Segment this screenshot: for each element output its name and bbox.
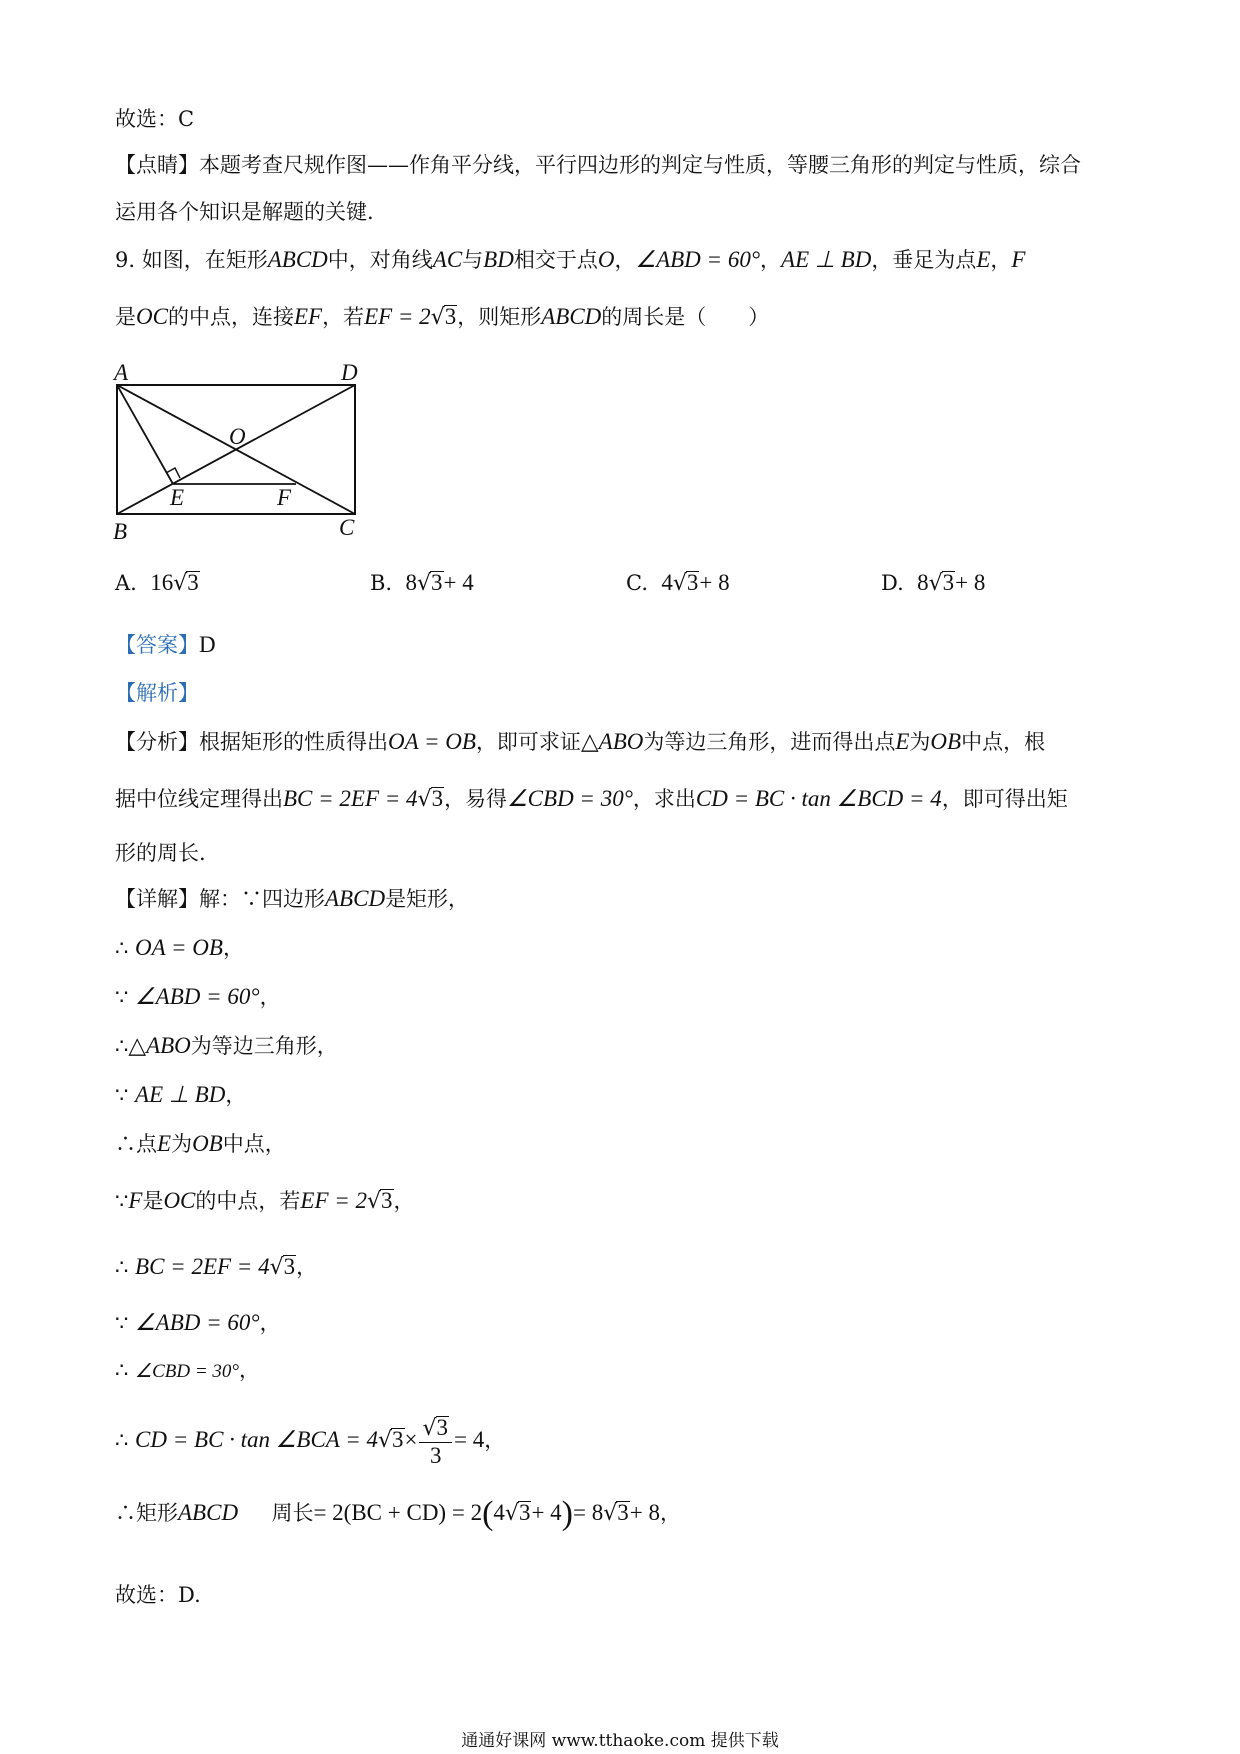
- analysis-text: 为: [909, 730, 931, 754]
- q9-text: ，若: [322, 305, 365, 329]
- option-label: C.: [626, 571, 648, 595]
- question-number: 9.: [115, 248, 142, 272]
- sqrt-sign: √: [416, 571, 431, 596]
- q9-text: 的中点，连接: [167, 305, 294, 329]
- paren-close: ): [561, 1495, 573, 1532]
- q9-text: ，: [760, 248, 782, 272]
- option-d[interactable]: [881, 568, 985, 599]
- math-bc-eq: BC = 2EF = 4: [135, 1254, 270, 1279]
- math-ob: OB: [930, 729, 962, 754]
- question-9-line-1: [115, 245, 1025, 275]
- times-symbol: ×: [404, 1427, 418, 1452]
- math-o: O: [597, 247, 615, 272]
- therefore-symbol: ∴: [115, 1428, 136, 1452]
- math-ac: AC: [432, 247, 463, 272]
- analysis-text: ，即可求证: [475, 730, 581, 754]
- option-label: B.: [370, 571, 393, 595]
- analysis-text: 中点，根: [961, 730, 1046, 754]
- fraction-numerator: [419, 1415, 452, 1443]
- analysis-line-2: [115, 784, 1068, 815]
- sqrt-radicand: 3: [436, 1414, 449, 1440]
- sqrt-radicand: 3: [518, 1500, 531, 1525]
- comment-line-2: 运用各个知识是解题的关键.: [115, 200, 374, 224]
- punct: ，: [259, 985, 281, 1009]
- math-oc: OC: [163, 1188, 196, 1213]
- option-value-tail: + 8: [699, 570, 730, 595]
- sqrt-sign: √: [377, 1428, 392, 1453]
- triangle-symbol: △: [128, 1033, 147, 1058]
- therefore-symbol: ∴: [115, 936, 136, 960]
- math-4: 4: [493, 1500, 505, 1525]
- math-angle-cbd: ∠CBD = 30°: [135, 1361, 239, 1382]
- math-perp: AE ⊥ BD: [781, 247, 872, 272]
- math-abo: ABO: [598, 729, 644, 754]
- option-value: 8: [917, 570, 929, 595]
- analysis-text: 为等边三角形，进而得出点: [643, 730, 896, 754]
- math-ob: OB: [192, 1131, 223, 1156]
- solution-text: 周长: [271, 1501, 314, 1525]
- q9-text: 如图，在矩形: [141, 248, 268, 272]
- solution-line-7: [115, 1186, 415, 1217]
- math-oa-ob: OA = OB: [135, 935, 223, 960]
- label-c: C: [339, 515, 355, 540]
- math-abo: ABO: [146, 1033, 191, 1058]
- punct: ，: [259, 1311, 281, 1335]
- because-symbol: ∵: [115, 1189, 129, 1213]
- solution-text: 为: [171, 1132, 193, 1156]
- therefore-symbol: ∴: [115, 1255, 136, 1279]
- solution-text: 是矩形，: [385, 887, 470, 911]
- analysis-tag: 【分析】: [115, 730, 199, 754]
- math-plus-8: + 8: [629, 1500, 660, 1525]
- punct: ，: [393, 1189, 415, 1213]
- fraction: [419, 1415, 452, 1469]
- analysis-text: ，求出: [632, 787, 696, 811]
- option-value: 4: [661, 570, 673, 595]
- solution-text: 解：∵四边形: [199, 887, 325, 911]
- q9-text: 中，对角线: [327, 248, 433, 272]
- solution-line-3: [115, 982, 281, 1012]
- solution-text: 为等边三角形，: [190, 1034, 338, 1058]
- solution-line-12: [115, 1495, 681, 1532]
- comment-text-1: 本题考查尺规作图——作角平分线，平行四边形的判定与性质，等腰三角形的判定与性质，综合: [199, 153, 1081, 177]
- math-perp: AE ⊥ BD: [135, 1082, 226, 1107]
- math-angle-abd: ∠ABD = 60°: [135, 984, 260, 1009]
- q9-text: ，: [990, 248, 1012, 272]
- math-eq-4: = 4: [454, 1427, 485, 1452]
- label-d: D: [341, 360, 358, 385]
- because-symbol: ∵: [115, 1083, 136, 1107]
- math-eq-8: = 8: [573, 1500, 604, 1525]
- option-c[interactable]: [626, 568, 730, 599]
- solution-line-4: [115, 1031, 338, 1061]
- q9-text: 相交于点: [513, 248, 598, 272]
- q9-text: ，垂足为点: [871, 248, 977, 272]
- sqrt-sign: √: [417, 787, 432, 812]
- solution-line-6: [115, 1129, 286, 1159]
- option-label: D.: [881, 571, 904, 595]
- punct: ，: [222, 936, 244, 960]
- math-oa-ob: OA = OB: [388, 729, 476, 754]
- sqrt-radicand: 3: [431, 786, 444, 811]
- punct: ，: [225, 1083, 247, 1107]
- q9-text: ，则矩形: [457, 305, 542, 329]
- math-bd: BD: [483, 247, 514, 272]
- q9-text: 是: [115, 305, 136, 329]
- label-f: F: [277, 485, 292, 510]
- label-e: E: [170, 485, 185, 510]
- analysis-line-3: 形的周长.: [115, 841, 206, 865]
- option-label: A.: [115, 571, 137, 595]
- option-value-tail: + 4: [443, 570, 474, 595]
- sqrt-radicand: 3: [283, 1254, 296, 1279]
- solution-text: 中点，: [222, 1132, 286, 1156]
- triangle-symbol: △: [580, 729, 599, 754]
- solution-line-11: [115, 1410, 505, 1471]
- punct: ，: [484, 1428, 506, 1452]
- math-oc: OC: [136, 304, 168, 329]
- math-e: E: [157, 1131, 172, 1156]
- analysis-text: ，易得: [444, 787, 508, 811]
- math-bc-eq: BC = 2EF = 4: [283, 786, 418, 811]
- sqrt-sign: √: [672, 571, 687, 596]
- math-abcd: ABCD: [267, 247, 328, 272]
- math-e: E: [976, 247, 991, 272]
- solution-line-2: [115, 933, 244, 963]
- math-perimeter: = 2(BC + CD) = 2: [313, 1500, 483, 1525]
- rectangle-figure: [100, 350, 380, 550]
- solution-line-5: [115, 1080, 246, 1110]
- sqrt-sign: √: [269, 1255, 284, 1280]
- math-angle-abd: ∠ABD = 60°: [635, 247, 761, 272]
- sqrt-radicand: 3: [431, 570, 443, 595]
- answer-tag: 【答案】: [115, 633, 199, 657]
- sqrt-radicand: 3: [381, 1188, 393, 1213]
- solution-text: 是: [142, 1189, 164, 1213]
- math-angle-abd: ∠ABD = 60°: [135, 1310, 260, 1335]
- solution-line-8: [115, 1252, 317, 1283]
- sqrt-radicand: 3: [617, 1500, 629, 1525]
- analysis-text: ，即可得出矩: [941, 787, 1068, 811]
- sqrt-radicand: 3: [686, 570, 699, 595]
- solution-line-1: [115, 884, 469, 914]
- q9-text: ，: [614, 248, 636, 272]
- question-9-line-2: [115, 302, 769, 333]
- sqrt-radicand: 3: [942, 570, 955, 595]
- math-angle-cbd: ∠CBD = 30°: [507, 786, 633, 811]
- previous-choice: 故选：C: [115, 107, 195, 131]
- math-f: F: [128, 1188, 143, 1213]
- label-o: O: [229, 424, 246, 449]
- answer-line: [115, 630, 216, 660]
- sqrt-sign: √: [430, 305, 445, 330]
- therefore-symbol: ∴: [115, 1358, 136, 1382]
- math-ef-eq: EF = 2: [364, 304, 431, 329]
- math-abcd: ABCD: [178, 1500, 239, 1525]
- solution-text: 的中点，若: [195, 1189, 301, 1213]
- option-value: 16: [150, 570, 174, 595]
- math-cd-eq: CD = BC · tan ∠BCD = 4: [695, 786, 942, 811]
- q9-text: 与: [462, 248, 484, 272]
- sqrt-radicand: 3: [392, 1427, 404, 1452]
- analysis-text: 根据矩形的性质得出: [199, 730, 388, 754]
- solution-line-10: [115, 1355, 260, 1387]
- analysis-text: 据中位线定理得出: [115, 787, 283, 811]
- math-plus-4: + 4: [531, 1500, 562, 1525]
- solution-text: ∴点: [115, 1132, 157, 1156]
- punct: ，: [660, 1501, 681, 1525]
- math-ef: EF: [293, 304, 323, 329]
- because-symbol: ∵: [115, 1311, 136, 1335]
- sqrt-sign: √: [603, 1501, 618, 1526]
- math-f: F: [1011, 247, 1026, 272]
- punct: ，: [296, 1255, 318, 1279]
- q9-text: 的周长是（ ）: [601, 305, 770, 329]
- math-e: E: [895, 729, 910, 754]
- because-symbol: ∵: [115, 985, 136, 1009]
- math-abcd: ABCD: [325, 886, 386, 911]
- math-ef-eq: EF = 2: [300, 1188, 368, 1213]
- punct: ，: [239, 1358, 260, 1382]
- sqrt-radicand: 3: [187, 570, 199, 595]
- solution-final-choice: 故选：D.: [115, 1583, 201, 1607]
- solution-line-9: [115, 1308, 281, 1338]
- solution-tag: 【详解】: [115, 887, 199, 911]
- label-a: A: [114, 360, 129, 385]
- option-value-tail: + 8: [955, 570, 986, 595]
- paren-open: (: [482, 1495, 494, 1532]
- page-footer: 通通好课网 www.tthaoke.com 提供下载: [461, 1731, 779, 1751]
- analysis-heading: 【解析】: [115, 681, 199, 705]
- analysis-line-1: [115, 727, 1045, 757]
- option-value: 8: [405, 570, 417, 595]
- math-cd-eq: CD = BC · tan ∠BCA = 4: [135, 1427, 378, 1452]
- math-abcd: ABCD: [541, 304, 602, 329]
- sqrt-radicand: 3: [444, 304, 457, 329]
- therefore-symbol: ∴: [115, 1034, 129, 1058]
- answer-value: D: [199, 632, 216, 657]
- label-b: B: [113, 519, 128, 544]
- sqrt-sign: √: [504, 1501, 519, 1526]
- sqrt-sign: √: [173, 571, 188, 596]
- sqrt-sign: √: [422, 1415, 437, 1441]
- option-a[interactable]: [115, 568, 200, 599]
- sqrt-sign: √: [367, 1189, 382, 1214]
- option-b[interactable]: [370, 568, 474, 599]
- sqrt-sign: √: [928, 571, 943, 596]
- comment-tag: 【点睛】: [115, 153, 199, 177]
- solution-text: ∴矩形: [115, 1501, 178, 1525]
- comment-line-1: [115, 150, 1081, 180]
- fraction-denominator: 3: [430, 1442, 442, 1468]
